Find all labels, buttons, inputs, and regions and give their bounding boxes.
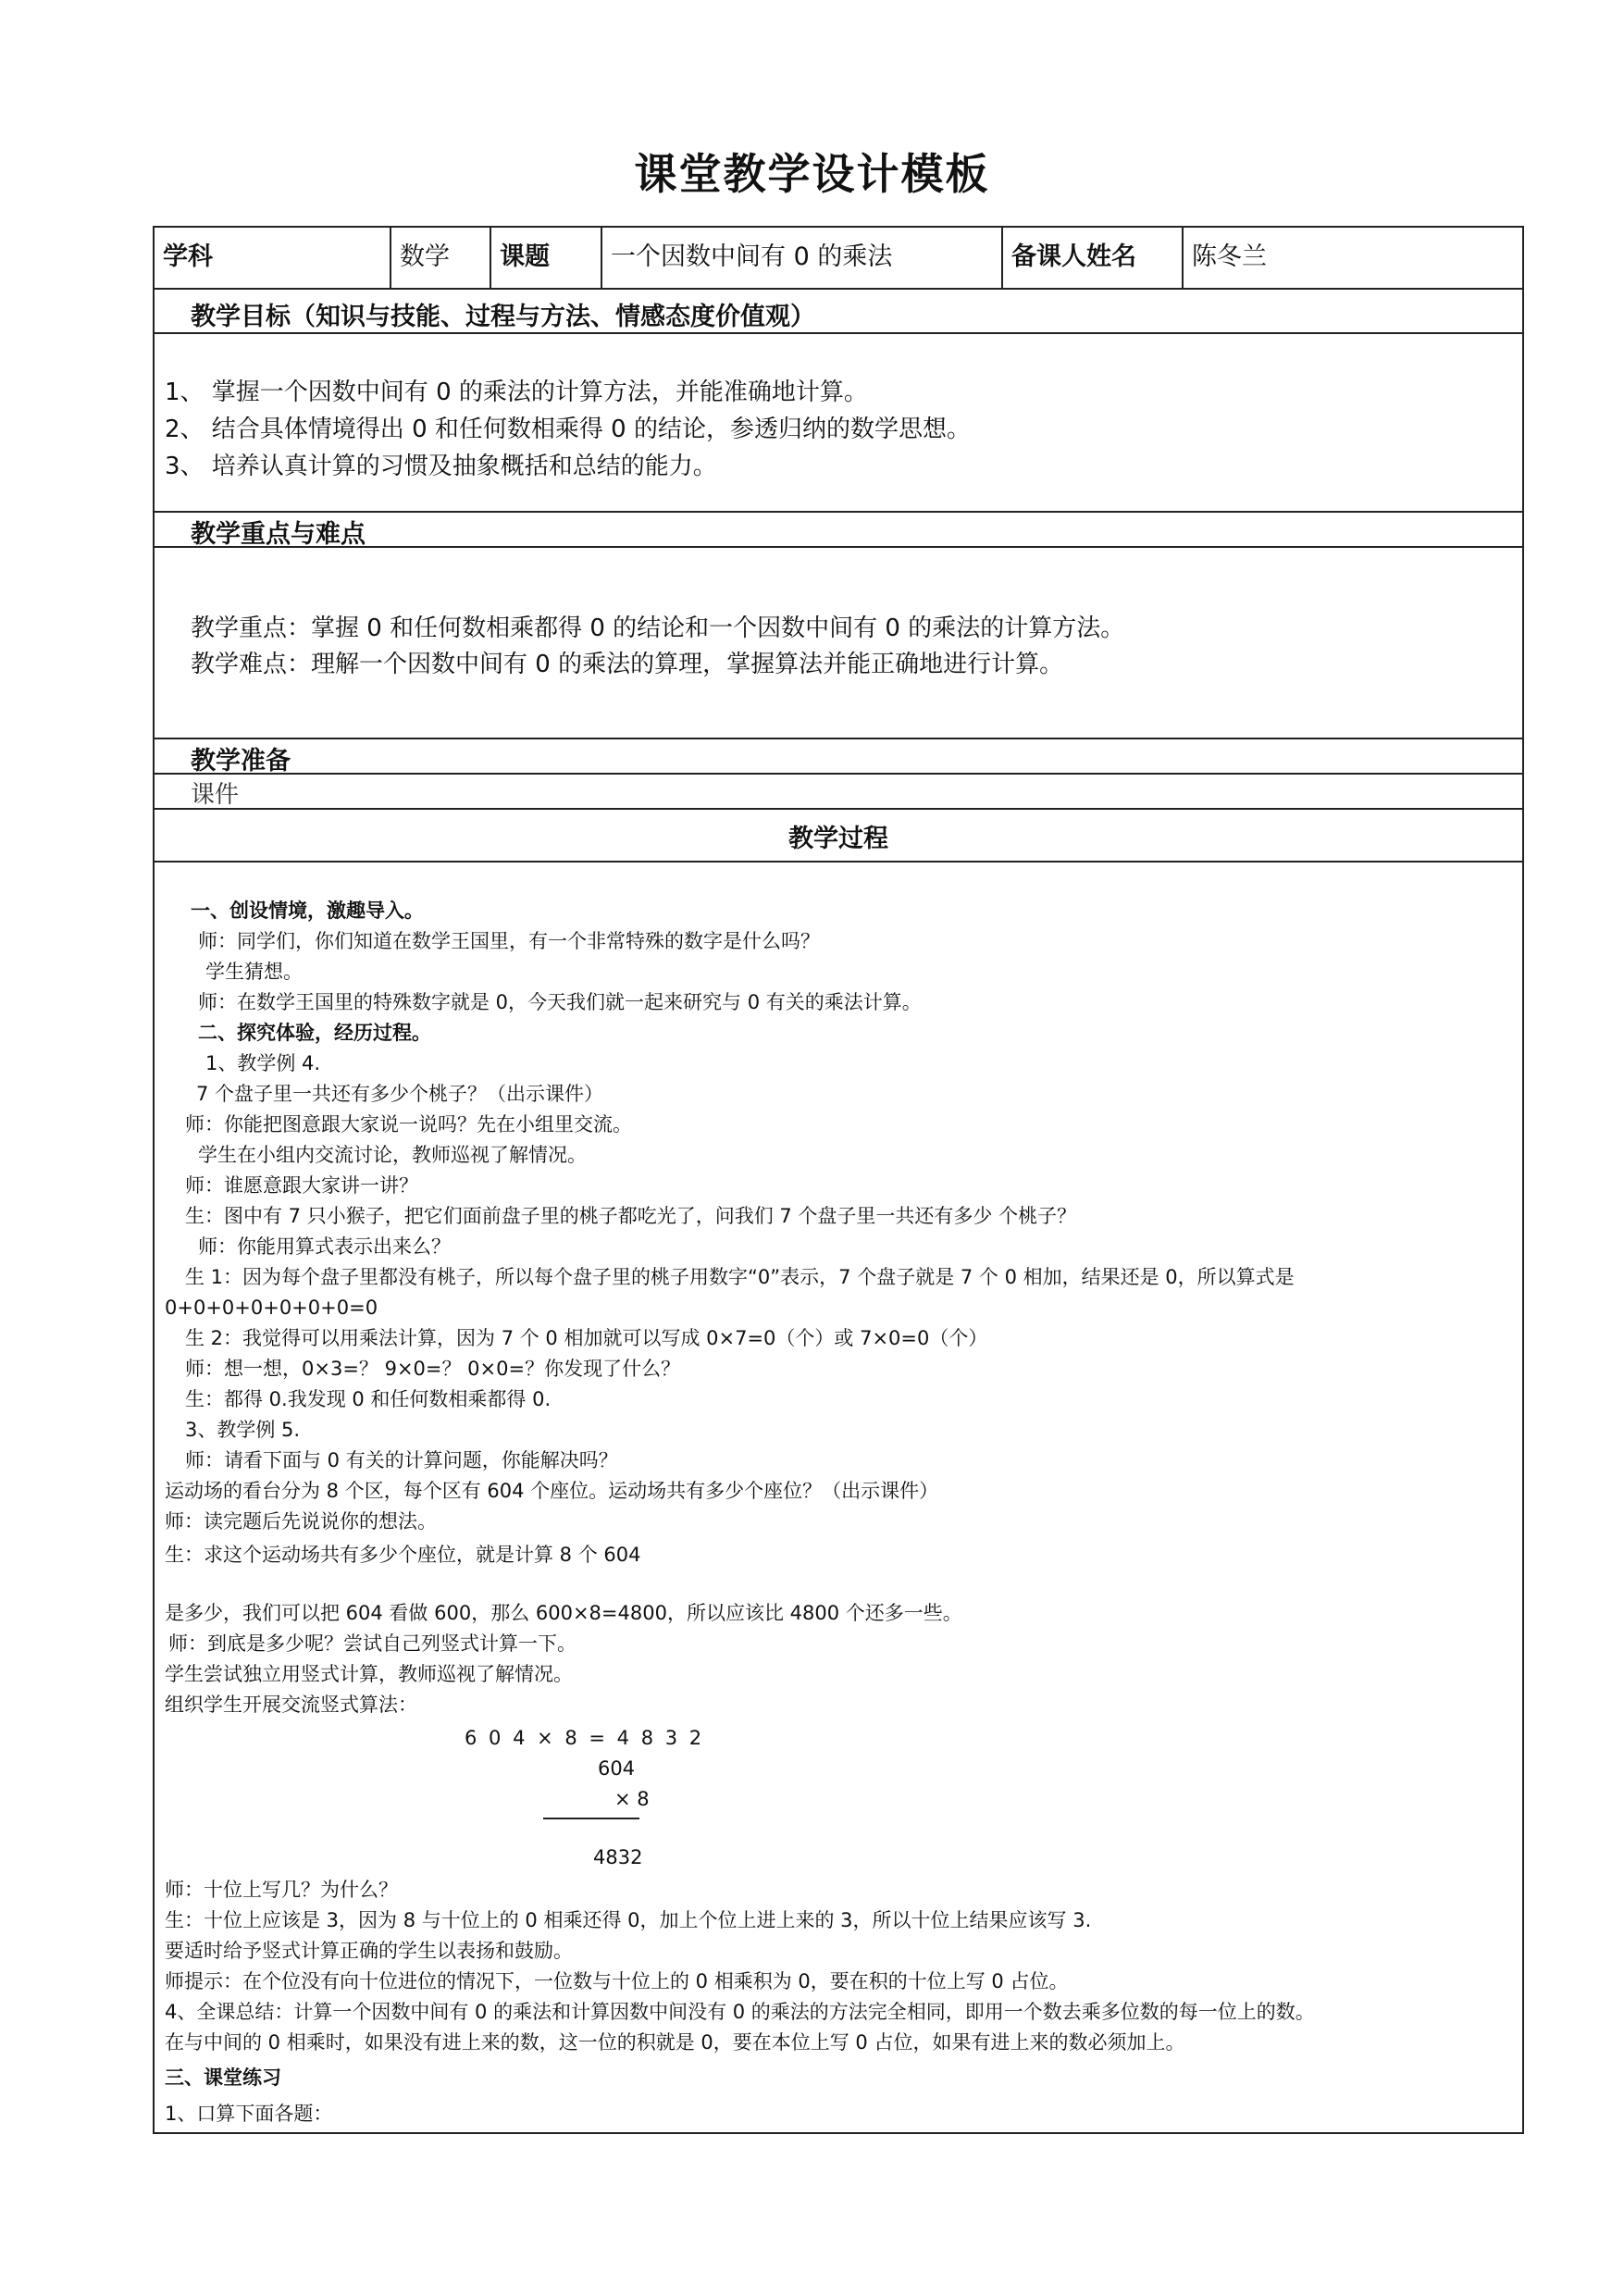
keypoints-heading: 教学重点与难点 (191, 520, 366, 549)
process-line: 4、全课总结：计算一个因数中间有 0 的乘法和计算因数中间没有 0 的乘法的方法完全相同，即用一个数去乘多位数的每一位上的数。 (165, 2001, 1315, 2023)
process-line: 师：在数学王国里的特殊数字就是 0，今天我们就一起来研究与 0 有关的乘法计算。 (198, 991, 922, 1013)
process-line: 1、教学例 4. (205, 1052, 321, 1074)
col-divider (390, 226, 391, 288)
process-line: 师：到底是多少呢？尝试自己列竖式计算一下。 (168, 1632, 576, 1655)
col-divider (601, 226, 602, 288)
teaching-focus: 教学重点：掌握 0 和任何数相乘都得 0 的结论和一个因数中间有 0 的乘法的计算方法。 (191, 614, 1125, 642)
process-line: 生：都得 0.我发现 0 和任何数相乘都得 0. (185, 1388, 552, 1410)
process-line: 学生猜想。 (205, 961, 303, 983)
row-divider (153, 773, 1524, 775)
process-line: 师：谁愿意跟大家讲一讲？ (185, 1174, 418, 1197)
process-line: 师：读完题后先说说你的想法。 (165, 1510, 437, 1533)
process-line: 学生尝试独立用竖式计算，教师巡视了解情况。 (165, 1663, 573, 1685)
process-line: 师：同学们，你们知道在数学王国里，有一个非常特殊的数字是什么吗？ (198, 930, 820, 952)
process-line: 生 1：因为每个盘子里都没有桃子，所以每个盘子里的桃子用数字“0”表示，7 个盘子就是 7 个 0 相加，结果还是 0，所以算式是 (185, 1266, 1295, 1288)
teaching-difficulty: 教学难点：理解一个因数中间有 0 的乘法的算理，掌握算法并能正确地进行计算。 (191, 651, 1064, 678)
process-line: 三、课堂练习 (165, 2066, 281, 2089)
col-divider (1182, 226, 1184, 288)
preparer-label: 备课人姓名 (1011, 242, 1136, 271)
subject-value: 数学 (400, 242, 450, 271)
process-line: 运动场的看台分为 8 个区，每个区有 604 个座位。运动场共有多少个座位？（出示课件） (165, 1480, 939, 1502)
objective-item: 1、 掌握一个因数中间有 0 的乘法的计算方法，并能准确地计算。 (165, 379, 868, 406)
process-line: 师：你能用算式表示出来么？ (198, 1235, 451, 1258)
process-line: 一、创设情境，激趣导入。 (191, 900, 424, 922)
preparer-value: 陈冬兰 (1192, 242, 1267, 271)
process-line: 生 2：我觉得可以用乘法计算，因为 7 个 0 相加就可以写成 0×7=0（个）或 7×0=0（个） (185, 1327, 988, 1349)
process-line: 生：十位上应该是 3，因为 8 与十位上的 0 相乘还得 0，加上个位上进上来的 3，所以十位上结果应该写 3. (165, 1909, 1092, 1931)
process-line: 0+0+0+0+0+0+0=0 (165, 1297, 378, 1319)
process-line: 要适时给予竖式计算正确的学生以表扬和鼓励。 (165, 1940, 573, 1962)
process-line: 是多少，我们可以把 604 看做 600，那么 600×8=4800，所以应该比 4800 个还多一些。 (165, 1602, 962, 1624)
subject-label: 学科 (163, 242, 213, 271)
process-line: 师：你能把图意跟大家说一说吗？先在小组里交流。 (185, 1113, 632, 1136)
vertical-equation: 6 0 4 × 8 = 4 8 3 2 (465, 1727, 705, 1749)
process-line: 师：十位上写几？为什么？ (165, 1879, 398, 1901)
vertical-result: 4832 (593, 1846, 643, 1868)
process-line: 二、探究体验，经历过程。 (198, 1022, 431, 1044)
row-divider (153, 288, 1524, 290)
process-line: 师：请看下面与 0 有关的计算问题，你能解决吗？ (185, 1449, 618, 1471)
row-divider (153, 332, 1524, 334)
process-line: 生：求这个运动场共有多少个座位，就是计算 8 个 604 (165, 1544, 641, 1566)
row-divider (153, 511, 1524, 513)
col-divider (1001, 226, 1003, 288)
topic-value: 一个因数中间有 0 的乘法 (611, 242, 893, 271)
objective-item: 3、 培养认真计算的习惯及抽象概括和总结的能力。 (165, 453, 717, 480)
col-divider (490, 226, 491, 288)
vertical-top-number: 604 (598, 1757, 636, 1780)
process-line: 3、教学例 5. (185, 1419, 301, 1441)
process-line: 组织学生开展交流竖式算法： (165, 1694, 417, 1716)
vertical-multiplier: × 8 (614, 1788, 650, 1810)
process-heading: 教学过程 (788, 825, 888, 853)
page-title: 课堂教学设计模板 (634, 149, 990, 199)
objectives-heading: 教学目标（知识与技能、过程与方法、情感态度价值观） (191, 303, 815, 331)
objective-item: 2、 结合具体情境得出 0 和任何数相乘得 0 的结论，参透归纳的数学思想。 (165, 416, 971, 443)
preparation-heading: 教学准备 (191, 747, 291, 776)
process-line: 在与中间的 0 相乘时，如果没有进上来的数，这一位的积就是 0，要在本位上写 0 占位，如果有进上来的数必须加上。 (165, 2031, 1185, 2054)
process-line: 生：图中有 7 只小猴子，把它们面前盘子里的桃子都吃光了，问我们 7 个盘子里一共还有多少 个桃子？ (185, 1205, 1077, 1227)
process-line: 1、口算下面各题： (165, 2103, 333, 2125)
process-line: 7 个盘子里一共还有多少个桃子？（出示课件） (196, 1083, 604, 1105)
topic-label: 课题 (500, 242, 550, 271)
row-divider (153, 738, 1524, 739)
preparation-content: 课件 (191, 781, 240, 809)
process-line: 师：想一想，0×3=？ 9×0=？ 0×0=？你发现了什么？ (185, 1358, 681, 1380)
process-line: 学生在小组内交流讨论，教师巡视了解情况。 (198, 1144, 587, 1166)
row-divider (153, 808, 1524, 810)
row-divider (153, 861, 1524, 863)
vertical-rule (543, 1818, 639, 1819)
process-line: 师提示：在个位没有向十位进位的情况下，一位数与十位上的 0 相乘积为 0，要在积的十位上写 0 占位。 (165, 1970, 1069, 1992)
